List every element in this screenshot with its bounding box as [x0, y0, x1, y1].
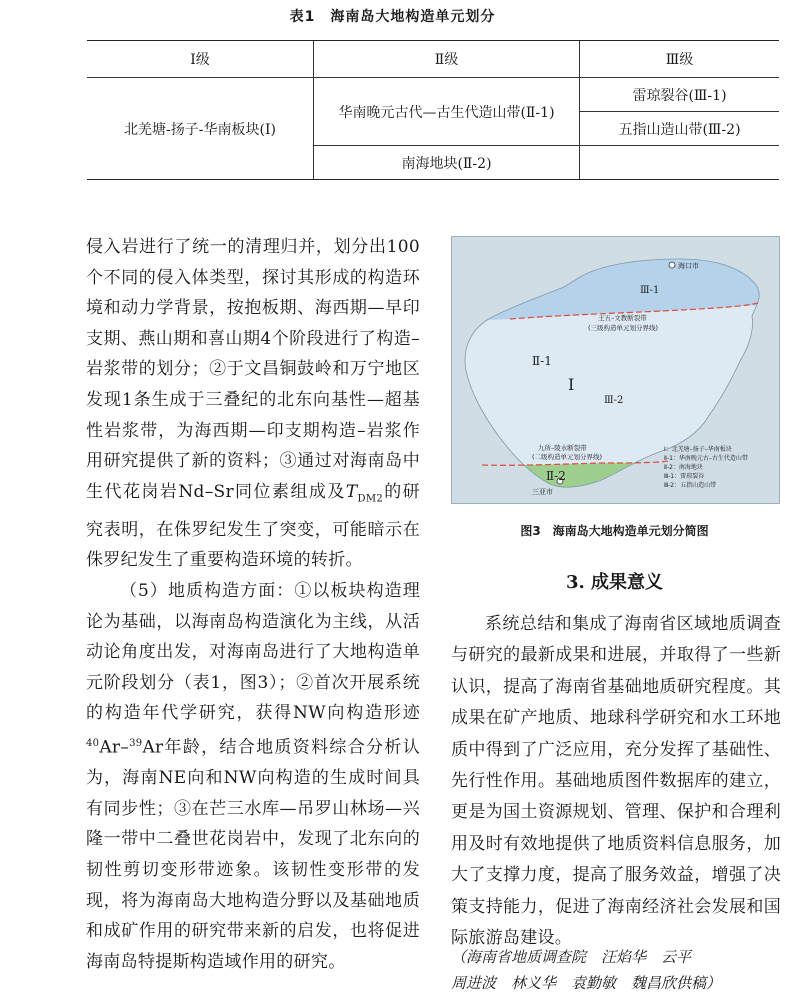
table-row [87, 78, 779, 112]
north-fault-note: (三级构造单元划分界线) [588, 324, 659, 332]
tdm2-symbol [345, 481, 384, 505]
left-column-text [86, 232, 420, 977]
cell-level-3-empty [580, 146, 780, 180]
legend-item: Ⅲ-2：五指山造山带 [664, 482, 717, 489]
table-caption: 表1 海南岛大地构造单元划分 [289, 9, 496, 25]
isotope-superscript: 39 [129, 737, 143, 749]
haikou-marker [669, 262, 675, 268]
contributor-byline [451, 944, 781, 996]
legend-item: Ⅰ：北羌塘–扬子–华南板块 [664, 446, 732, 453]
tectonic-map [452, 237, 779, 503]
paragraph-text: Ar年龄，结合地质资料综合分析认为，海南NE向和NW向构造的生成时间具有同步性；③在芒三水库—吊罗山林场—兴隆一带中二叠世花岗岩中，发现了北东向的韧性剪切变形带迹象。该韧性变形带的发现，将为海南岛大地构造分野以及基础地质和成矿作用的研究带来新的启发，也将促进海南岛特提斯构造域作用的研究。 [86, 737, 420, 972]
byline-line-2: 周进波 林义华 袁勤敏 魏昌欣供稿） [451, 974, 722, 992]
paragraph-text: （5）地质构造方面：①以板块构造理论为基础，以海南岛构造演化为主线，从活动论角度出发，对海南岛进行了大地构造单元阶段划分（表1，图3）；②首次开展系统的构造年代学研究，获得NW向构造形迹 [86, 580, 420, 724]
header-level-2: Ⅱ级 [314, 41, 580, 78]
zone-iii2-label: Ⅲ-2 [604, 395, 624, 406]
figure-caption: 图3 海南岛大地构造单元划分简图 [520, 524, 709, 538]
right-column-text [451, 609, 781, 954]
tectonic-units-table [87, 40, 779, 180]
haikou-label: 海口市 [678, 262, 699, 270]
cell-level-2-orogen: 华南晚元古代—古生代造山带(Ⅱ-1) [314, 78, 580, 146]
zone-iii1-label: Ⅲ-1 [640, 285, 660, 296]
zone-ii1-label: Ⅱ-1 [532, 354, 552, 368]
zone-ii2-label: Ⅱ-2 [546, 469, 566, 483]
table-header-row [87, 41, 779, 78]
cell-level-2-block: 南海地块(Ⅱ-2) [314, 146, 580, 180]
header-level-1: Ⅰ级 [87, 41, 314, 78]
tdm-subscript: DM2 [357, 493, 384, 505]
cell-level-3-rift: 雷琼裂谷(Ⅲ-1) [580, 78, 780, 112]
legend-item: Ⅱ-1：华南晚元古–古生代造山带 [664, 455, 748, 462]
header-level-3: Ⅲ级 [580, 41, 780, 78]
paragraph-structure [86, 576, 420, 977]
tectonic-map-figure [451, 236, 780, 504]
north-fault-name: 王五–文教断裂带 [598, 314, 647, 322]
byline-line-1: （海南省地质调查院 汪焰华 云平 [451, 948, 692, 966]
legend-item: Ⅲ-1：雷琼裂谷 [664, 473, 705, 480]
paragraph-text: 侵入岩进行了统一的清理归并，划分出100个不同的侵入体类型，探讨其形成的构造环境和动力学背景，按抱板期、海西期—早印支期、燕山期和喜山期4个阶段进行了构造–岩浆带的划分；②于文昌铜鼓岭和万宁地区发现1条生成于三叠纪的北东向基性—超基性岩浆带，为海西期—印支期构造–岩浆作用研究提供了新的资料；③通过对海南岛中生代花岗岩Nd–Sr同位素组成及 [86, 237, 420, 502]
significance-paragraph: 系统总结和集成了海南省区域地质调查与研究的最新成果和进展，并取得了一些新认识，提高了海南省基础地质研究程度。其成果在矿产地质、地球科学研究和水工环地质中得到了广泛应用，充分发挥了基础性、先行性作用。基础地质图件数据库的建立，更是为国土资源规划、管理、保护和合理利用及时有效地提供了地质资料信息服务，加大了支撑力度，提高了服务效益，增强了决策支持能力，促进了海南经济社会发展和国际旅游岛建设。 [451, 614, 781, 949]
isotope-superscript: 40 [86, 737, 100, 749]
section-heading: 3. 成果意义 [565, 572, 664, 593]
sanya-label: 三亚市 [532, 488, 553, 496]
cell-level-1: 北羌塘-扬子-华南板块(Ⅰ) [87, 78, 314, 180]
paragraph-intrusives [86, 232, 420, 576]
tdm-main: T [345, 481, 358, 502]
paragraph-text: 的研究表明，在侏罗纪发生了突变，可能暗示在侏罗纪发生了重要构造环境的转折。 [86, 481, 420, 571]
south-fault-name: 九所–陵水断裂带 [538, 444, 587, 452]
zone-i-label: Ⅰ [568, 375, 575, 394]
cell-level-3-orogen: 五指山造山带(Ⅲ-2) [580, 112, 780, 146]
paragraph-text: Ar– [99, 737, 130, 758]
south-fault-note: (二级构造单元划分界线) [532, 453, 603, 461]
legend-item: Ⅱ-2：南海地块 [664, 464, 703, 471]
